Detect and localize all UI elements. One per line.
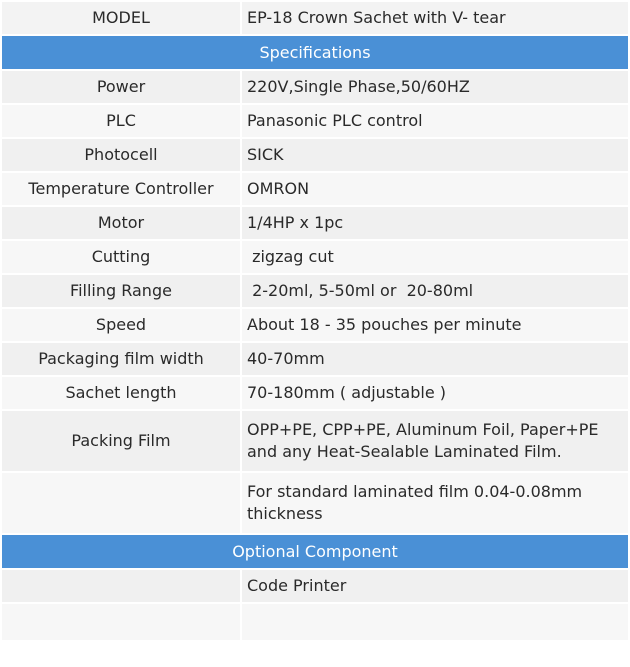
table-row (1, 172, 629, 206)
table-row (1, 410, 629, 472)
table-row (1, 70, 629, 104)
spec-label: Temperature Controller (1, 172, 241, 206)
spec-label: Photocell (1, 138, 241, 172)
spec-label: Power (1, 70, 241, 104)
spec-value: 2-20ml, 5-50ml or 20-80ml (241, 274, 629, 308)
spec-label: Packaging film width (1, 342, 241, 376)
spec-label: PLC (1, 104, 241, 138)
optional-label (1, 603, 241, 641)
spec-label (1, 472, 241, 534)
table-row (1, 342, 629, 376)
optional-value (241, 603, 629, 641)
spec-value: 220V,Single Phase,50/60HZ (241, 70, 629, 104)
table-row (1, 206, 629, 240)
spec-label: Filling Range (1, 274, 241, 308)
optional-component-heading: Optional Component (1, 534, 629, 569)
spec-value: 70-180mm ( adjustable ) (241, 376, 629, 410)
table-row (1, 138, 629, 172)
table-row (1, 104, 629, 138)
spec-label: Cutting (1, 240, 241, 274)
table-row (1, 274, 629, 308)
optional-header-row (1, 534, 629, 569)
table-row (1, 472, 629, 534)
model-value: EP-18 Crown Sachet with V- tear (241, 1, 629, 35)
spec-value: zigzag cut (241, 240, 629, 274)
model-row (1, 1, 629, 35)
spec-value: SICK (241, 138, 629, 172)
table-row (1, 308, 629, 342)
spec-label: Sachet length (1, 376, 241, 410)
spec-value: About 18 - 35 pouches per minute (241, 308, 629, 342)
spec-value: For standard laminated film 0.04-0.08mm thickness (241, 472, 629, 534)
spec-value: OMRON (241, 172, 629, 206)
specifications-header-row (1, 35, 629, 70)
model-label: MODEL (1, 1, 241, 35)
optional-value: Code Printer (241, 569, 629, 603)
optional-label (1, 569, 241, 603)
table-row (1, 376, 629, 410)
spec-label: Speed (1, 308, 241, 342)
spec-label: Packing Film (1, 410, 241, 472)
spec-label: Motor (1, 206, 241, 240)
table-row (1, 569, 629, 603)
spec-value: Panasonic PLC control (241, 104, 629, 138)
spec-value: 40-70mm (241, 342, 629, 376)
specifications-heading: Specifications (1, 35, 629, 70)
table-row (1, 240, 629, 274)
spec-value: OPP+PE, CPP+PE, Aluminum Foil, Paper+PE and any Heat-Sealable Laminated Film. (241, 410, 629, 472)
spec-value: 1/4HP x 1pc (241, 206, 629, 240)
table-row (1, 603, 629, 641)
